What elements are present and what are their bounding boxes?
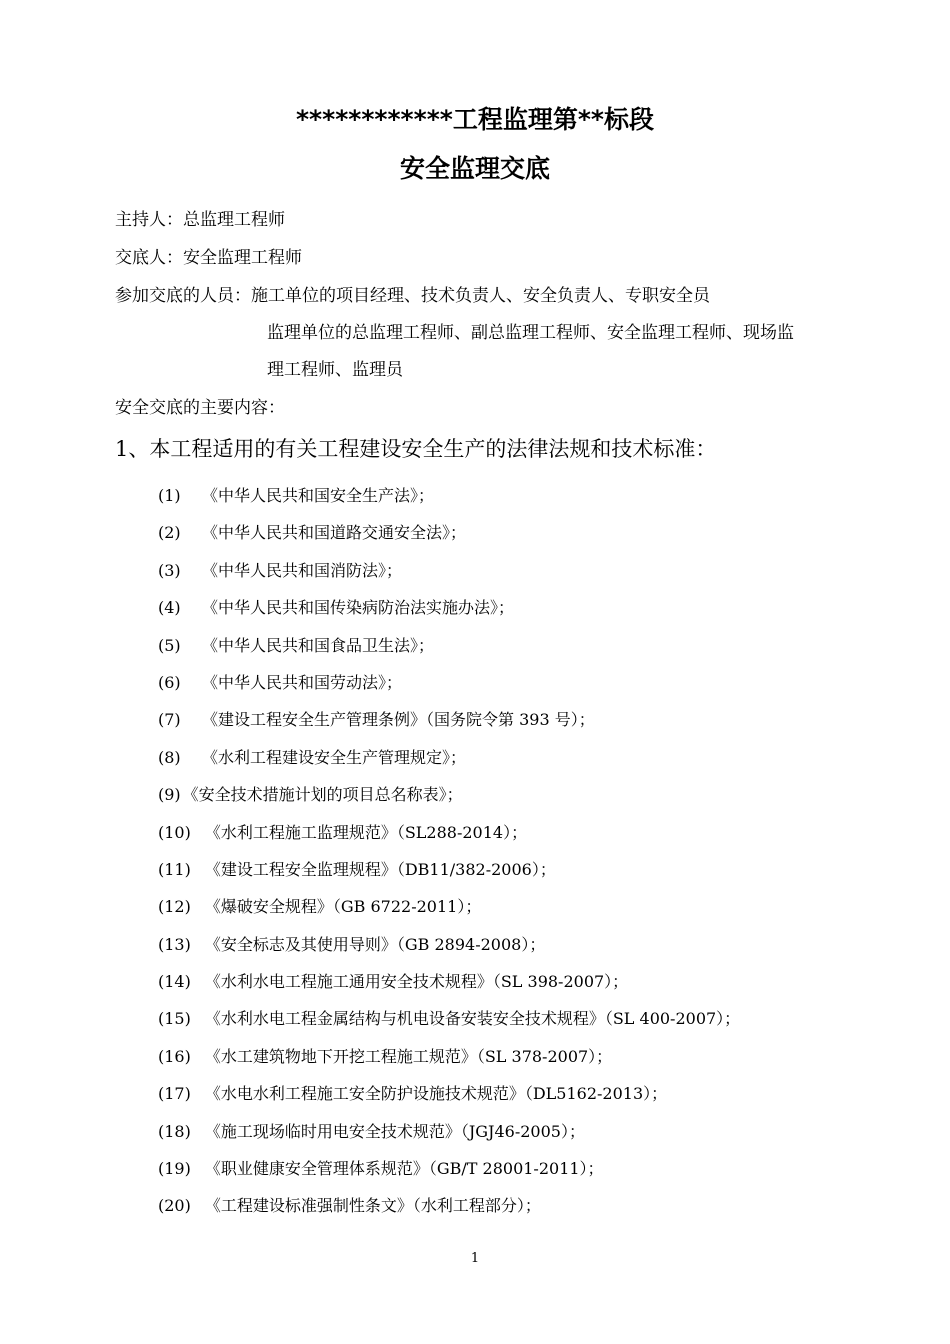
list-item-text: 《中华人民共和国道路交通安全法》； [202,523,467,543]
list-item-text: 《水利工程建设安全生产管理规定》； [202,747,467,767]
list-item-number: (2) [158,523,181,543]
list-item-text: 《水利水电工程施工通用安全技术规程》（SL 398-2007）； [204,972,629,992]
list-item-number: (13) [158,934,191,954]
list-item-number: (16) [158,1046,191,1066]
list-item-number: (1) [158,486,181,505]
list-item [158,933,740,970]
list-item-number: (7) [158,710,181,730]
list-item-text: 《建设工程安全生产管理条例》（国务院令第 393 号）； [202,710,595,730]
list-item [158,559,740,596]
list-item [158,895,740,932]
list-item-text: 《水工建筑物地下开挖工程施工规范》（SL 378-2007）； [204,1046,613,1066]
list-item [158,783,740,820]
participants-line-continued: 监理单位的总监理工程师、副总监理工程师、安全监理工程师、现场监 [267,323,794,343]
list-item-text: 《水电水利工程施工安全防护设施技术规范》（DL5162-2013）； [204,1084,668,1104]
list-item-number: (8) [158,747,181,767]
list-item-text: 《水利水电工程金属结构与机电设备安装安全技术规程》（SL 400-2007）； [204,1009,741,1029]
list-item-text: 《建设工程安全监理规程》（DB11/382-2006）； [204,859,556,879]
list-item-number: (3) [158,560,181,580]
list-item [158,1194,740,1231]
section-heading: 1、本工程适用的有关工程建设安全生产的法律法规和技术标准： [115,437,717,461]
list-item [158,858,740,895]
host-line: 主持人：总监理工程师 [115,210,285,230]
participants-line-continued: 理工程师、监理员 [267,360,403,380]
document-subtitle: 安全监理交底 [399,154,550,183]
list-item-text: 《工程建设标准强制性条文》（水利工程部分）； [204,1196,541,1216]
list-item-text: 《施工现场临时用电安全技术规范》（JGJ46-2005）； [204,1121,585,1141]
list-item-number: (10) [158,822,191,842]
list-item-number: (20) [158,1196,191,1216]
list-item-text: 《中华人民共和国食品卫生法》； [202,635,435,655]
list-item-number: (6) [158,672,181,692]
list-item [158,708,740,745]
list-item-text: 《中华人民共和国劳动法》； [202,672,403,692]
list-item-number: (11) [158,859,191,879]
list-item-text: 《水利工程施工监理规范》（SL288-2014）； [204,822,528,842]
participants-line: 参加交底的人员：施工单位的项目经理、技术负责人、安全负责人、专职安全员 [115,286,710,306]
list-item-number: (17) [158,1084,191,1104]
list-item-number: (12) [158,897,191,917]
list-item-number: (9) [158,785,181,805]
list-item [158,596,740,633]
presenter-line: 交底人：安全监理工程师 [115,248,302,268]
list-item [158,1157,740,1194]
list-item [158,484,740,521]
list-item [158,1045,740,1082]
list-item-text: 《中华人民共和国安全生产法》； [202,486,435,505]
list-item-text: 《爆破安全规程》（GB 6722-2011）； [204,897,482,917]
list-item [158,1007,740,1044]
list-item-number: (18) [158,1121,191,1141]
content-heading: 安全交底的主要内容： [115,398,285,418]
list-item [158,821,740,858]
list-item-text: 《中华人民共和国传染病防治法实施办法》； [202,598,515,618]
list-item-number: (14) [158,972,191,992]
list-item-text: 《中华人民共和国消防法》； [202,560,403,580]
list-item-number: (19) [158,1159,191,1179]
list-item [158,671,740,708]
list-item-number: (5) [158,635,181,655]
list-item [158,634,740,671]
list-item-text: 《安全标志及其使用导则》（GB 2894-2008）； [204,934,546,954]
list-item [158,970,740,1007]
list-item-number: (4) [158,598,181,618]
list-item-number: (15) [158,1009,191,1029]
list-item [158,1120,740,1157]
list-item [158,1082,740,1119]
page-number: 1 [470,1251,480,1266]
list-item-text: 《安全技术措施计划的项目总名称表》； [182,785,463,805]
list-item-text: 《职业健康安全管理体系规范》（GB/T 28001-2011）； [204,1159,604,1179]
regulation-list [158,484,740,1232]
list-item [158,746,740,783]
list-item [158,521,740,558]
document-title: ************工程监理第**标段 [295,105,655,134]
